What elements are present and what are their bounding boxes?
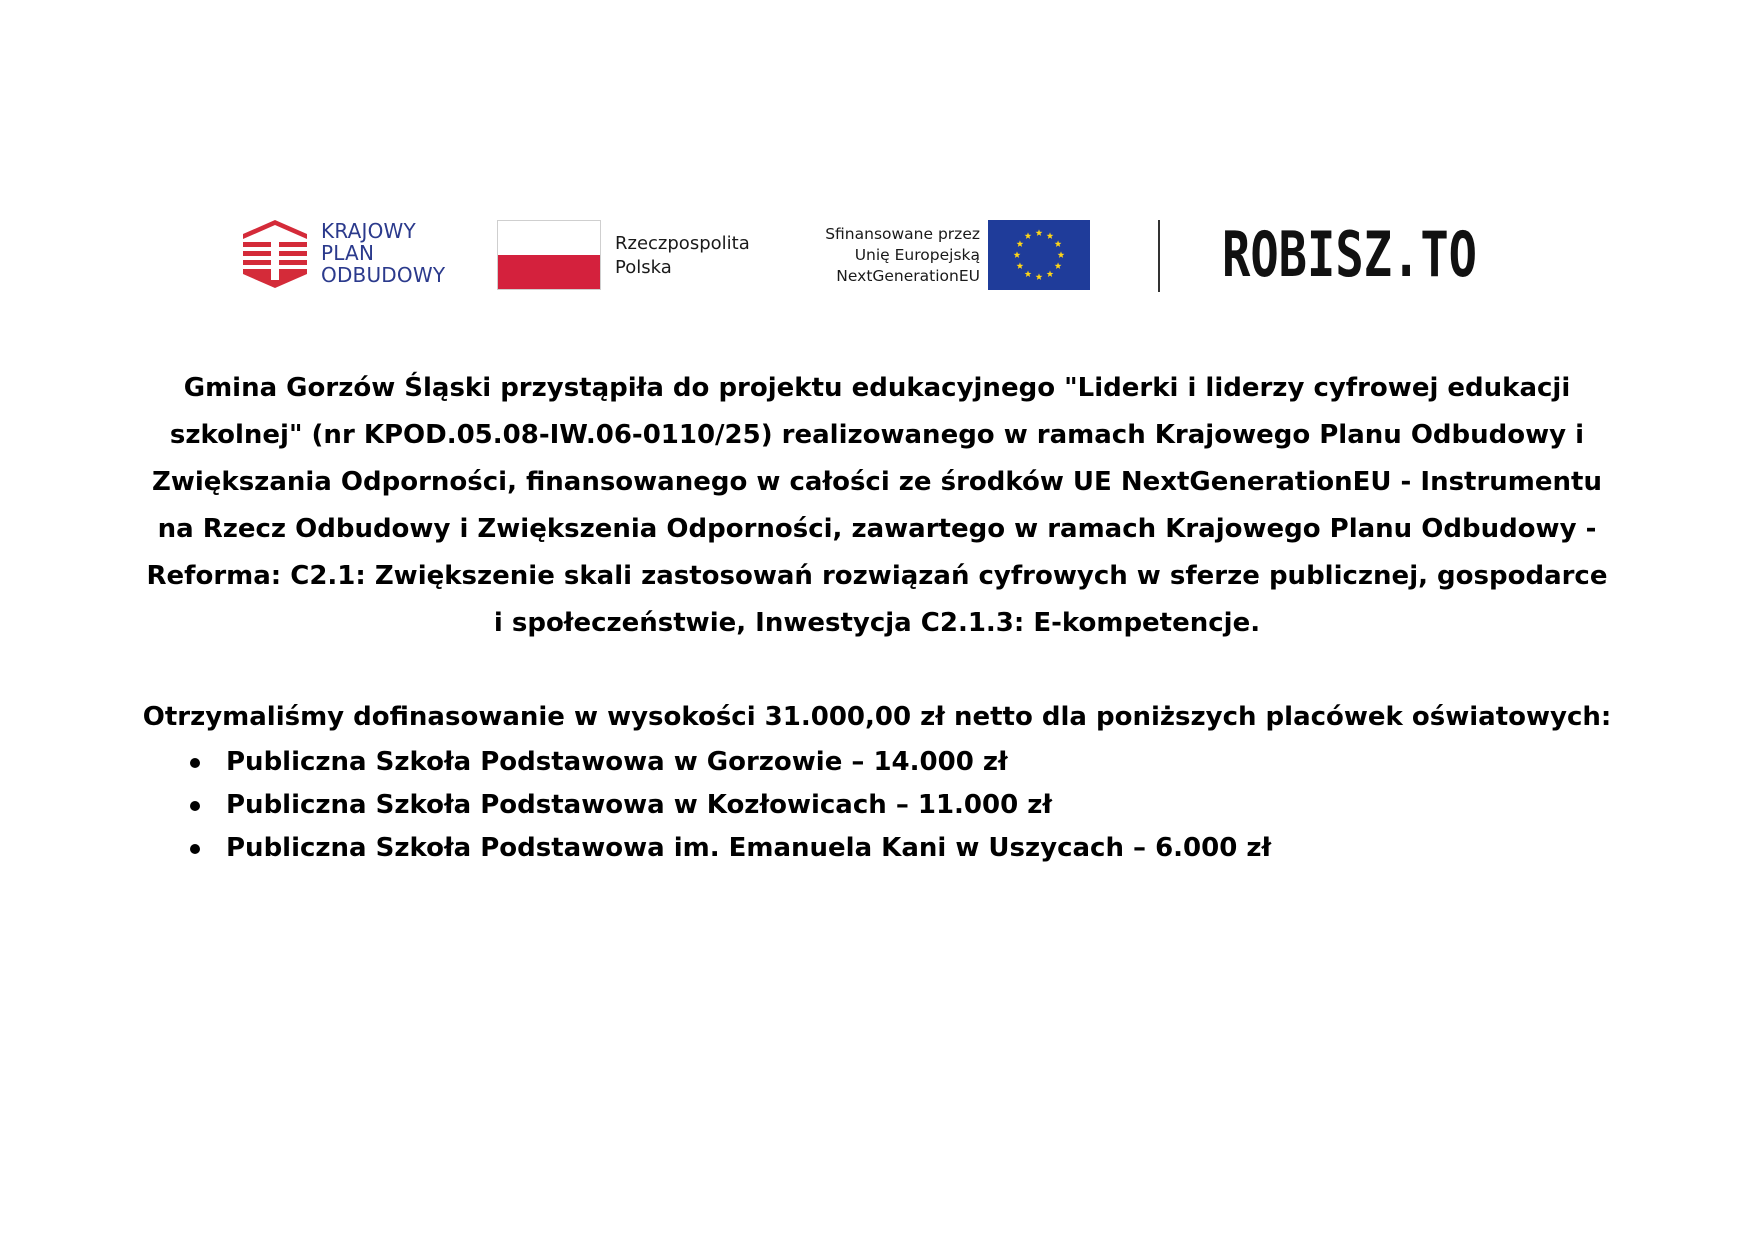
eu-funding-logo <box>790 220 1090 290</box>
eu-logo-line: NextGenerationEU <box>836 267 980 285</box>
robisz-to-logo <box>1222 218 1482 291</box>
eu-flag-icon <box>988 220 1090 290</box>
logo-divider <box>1158 220 1160 292</box>
rp-logo-line: Polska <box>615 257 672 278</box>
school-entry: Publiczna Szkoła Podstawowa im. Emanuela Kani w Uszycach – 6.000 zł <box>226 833 1272 863</box>
kpo-logo-line: PLAN <box>321 241 375 265</box>
bullet-icon <box>190 801 200 811</box>
rp-logo-text <box>615 232 750 280</box>
logo-strip <box>0 0 1754 320</box>
polish-flag-icon <box>497 220 601 290</box>
kpo-logo-text <box>321 220 445 286</box>
bullet-icon <box>190 758 200 768</box>
funding-heading: Otrzymaliśmy dofinasowanie w wysokości 31.000,00 zł netto dla poniższych placówek oświatowych: <box>142 702 1612 732</box>
eu-logo-text <box>825 224 980 287</box>
kpo-logo-line: KRAJOWY <box>321 219 416 243</box>
document-body <box>140 365 1614 870</box>
rzeczpospolita-polska-logo <box>497 220 767 290</box>
project-description: Gmina Gorzów Śląski przystąpiła do projektu edukacyjnego "Liderki i liderzy cyfrowej edukacji szkolnej" (nr KPOD.05.08-IW.06-0110/25) realizowanego w ramach Krajowego Planu Odbudowy i Zwiększania Odporności, finansowanego w całości ze środków UE NextGenerationEU - Instrumentu na Rzecz Odbudowy i Zwiększenia Odporności, zawartego w ramach Krajowego Planu Odbudowy - Reforma: C2.1: Zwiększenie skali zastosowań rozwiązań cyfrowych w sferze publicznej, gospodarce i społeczeństwie, Inwestycja C2.1.3: E-kompetencje. <box>146 373 1608 638</box>
list-item <box>140 741 1614 784</box>
school-list <box>140 741 1614 870</box>
bullet-icon <box>190 844 200 854</box>
eu-logo-line: Unię Europejską <box>854 246 980 264</box>
kpo-symbol-icon <box>243 220 307 288</box>
school-entry: Publiczna Szkoła Podstawowa w Kozłowicach – 11.000 zł <box>226 790 1053 820</box>
list-item <box>140 784 1614 827</box>
robisz-to-text: ROBISZ.TO <box>1222 218 1477 291</box>
rp-logo-line: Rzeczpospolita <box>615 233 750 254</box>
school-entry: Publiczna Szkoła Podstawowa w Gorzowie – 14.000 zł <box>226 747 1008 777</box>
list-item <box>140 827 1614 870</box>
eu-logo-line: Sfinansowane przez <box>825 225 980 243</box>
kpo-logo-line: ODBUDOWY <box>321 263 446 287</box>
krajowy-plan-odbudowy-logo <box>243 218 463 290</box>
robisz-to-wordmark <box>1222 218 1482 291</box>
